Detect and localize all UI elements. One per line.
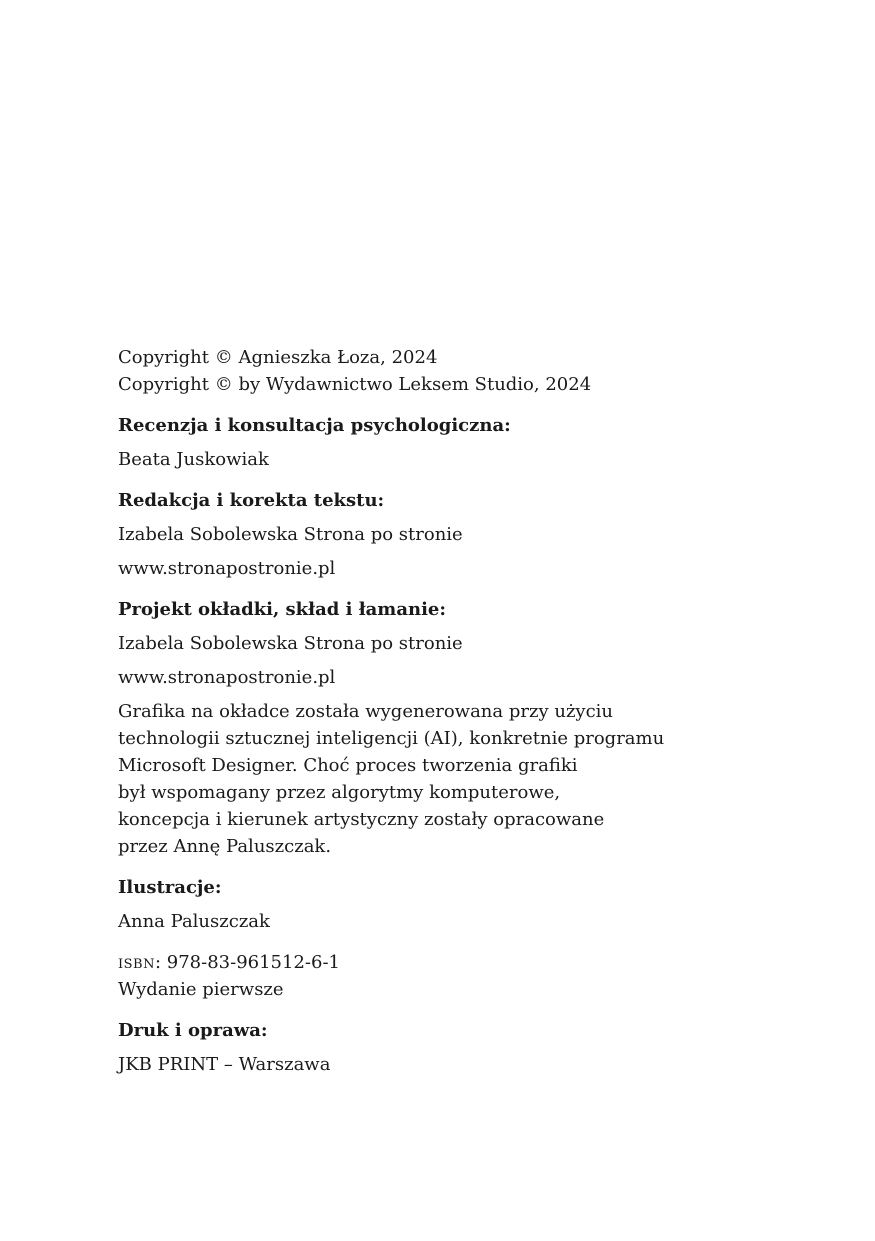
review-heading: Recenzja i konsultacja psychologiczna:: [118, 415, 511, 436]
copyright-publisher: Copyright © by Wydawnictwo Leksem Studio, 2024: [118, 374, 592, 395]
editing-heading: Redakcja i korekta tekstu:: [118, 490, 385, 511]
illustrations-name: Anna Paluszczak: [118, 911, 270, 932]
isbn-value: : 978-83-961512-6-1: [154, 952, 340, 973]
review-name: Beata Juskowiak: [118, 449, 269, 470]
edition: Wydanie pierwsze: [118, 979, 284, 1000]
ai-note-line: Grafika na okładce została wygenerowana przy użyciu: [118, 701, 614, 722]
imprint-page: [118, 344, 738, 1078]
ai-note-line: Microsoft Designer. Choć proces tworzenia grafiki: [118, 755, 578, 776]
ai-note-line: technologii sztucznej inteligencji (AI), konkretnie programu: [118, 728, 665, 749]
ai-note-line: koncepcja i kierunek artystyczny zostały opracowane: [118, 809, 605, 830]
cover-design-heading: Projekt okładki, skład i łamanie:: [118, 599, 447, 620]
editing-url[interactable]: www.stronapostronie.pl: [118, 558, 336, 579]
illustrations-heading: Ilustracje:: [118, 877, 222, 898]
ai-note-line: przez Annę Paluszczak.: [118, 836, 332, 857]
isbn-line: [118, 949, 738, 976]
editing-name: Izabela Sobolewska Strona po stronie: [118, 524, 463, 545]
copyright-author: Copyright © Agnieszka Łoza, 2024: [118, 347, 438, 368]
cover-design-name: Izabela Sobolewska Strona po stronie: [118, 633, 463, 654]
ai-note-line: był wspomagany przez algorytmy komputerowe,: [118, 782, 561, 803]
cover-design-url[interactable]: www.stronapostronie.pl: [118, 667, 336, 688]
print-heading: Druk i oprawa:: [118, 1020, 268, 1041]
isbn-label: isbn: [118, 952, 155, 973]
print-name: JKB PRINT – Warszawa: [118, 1054, 331, 1075]
